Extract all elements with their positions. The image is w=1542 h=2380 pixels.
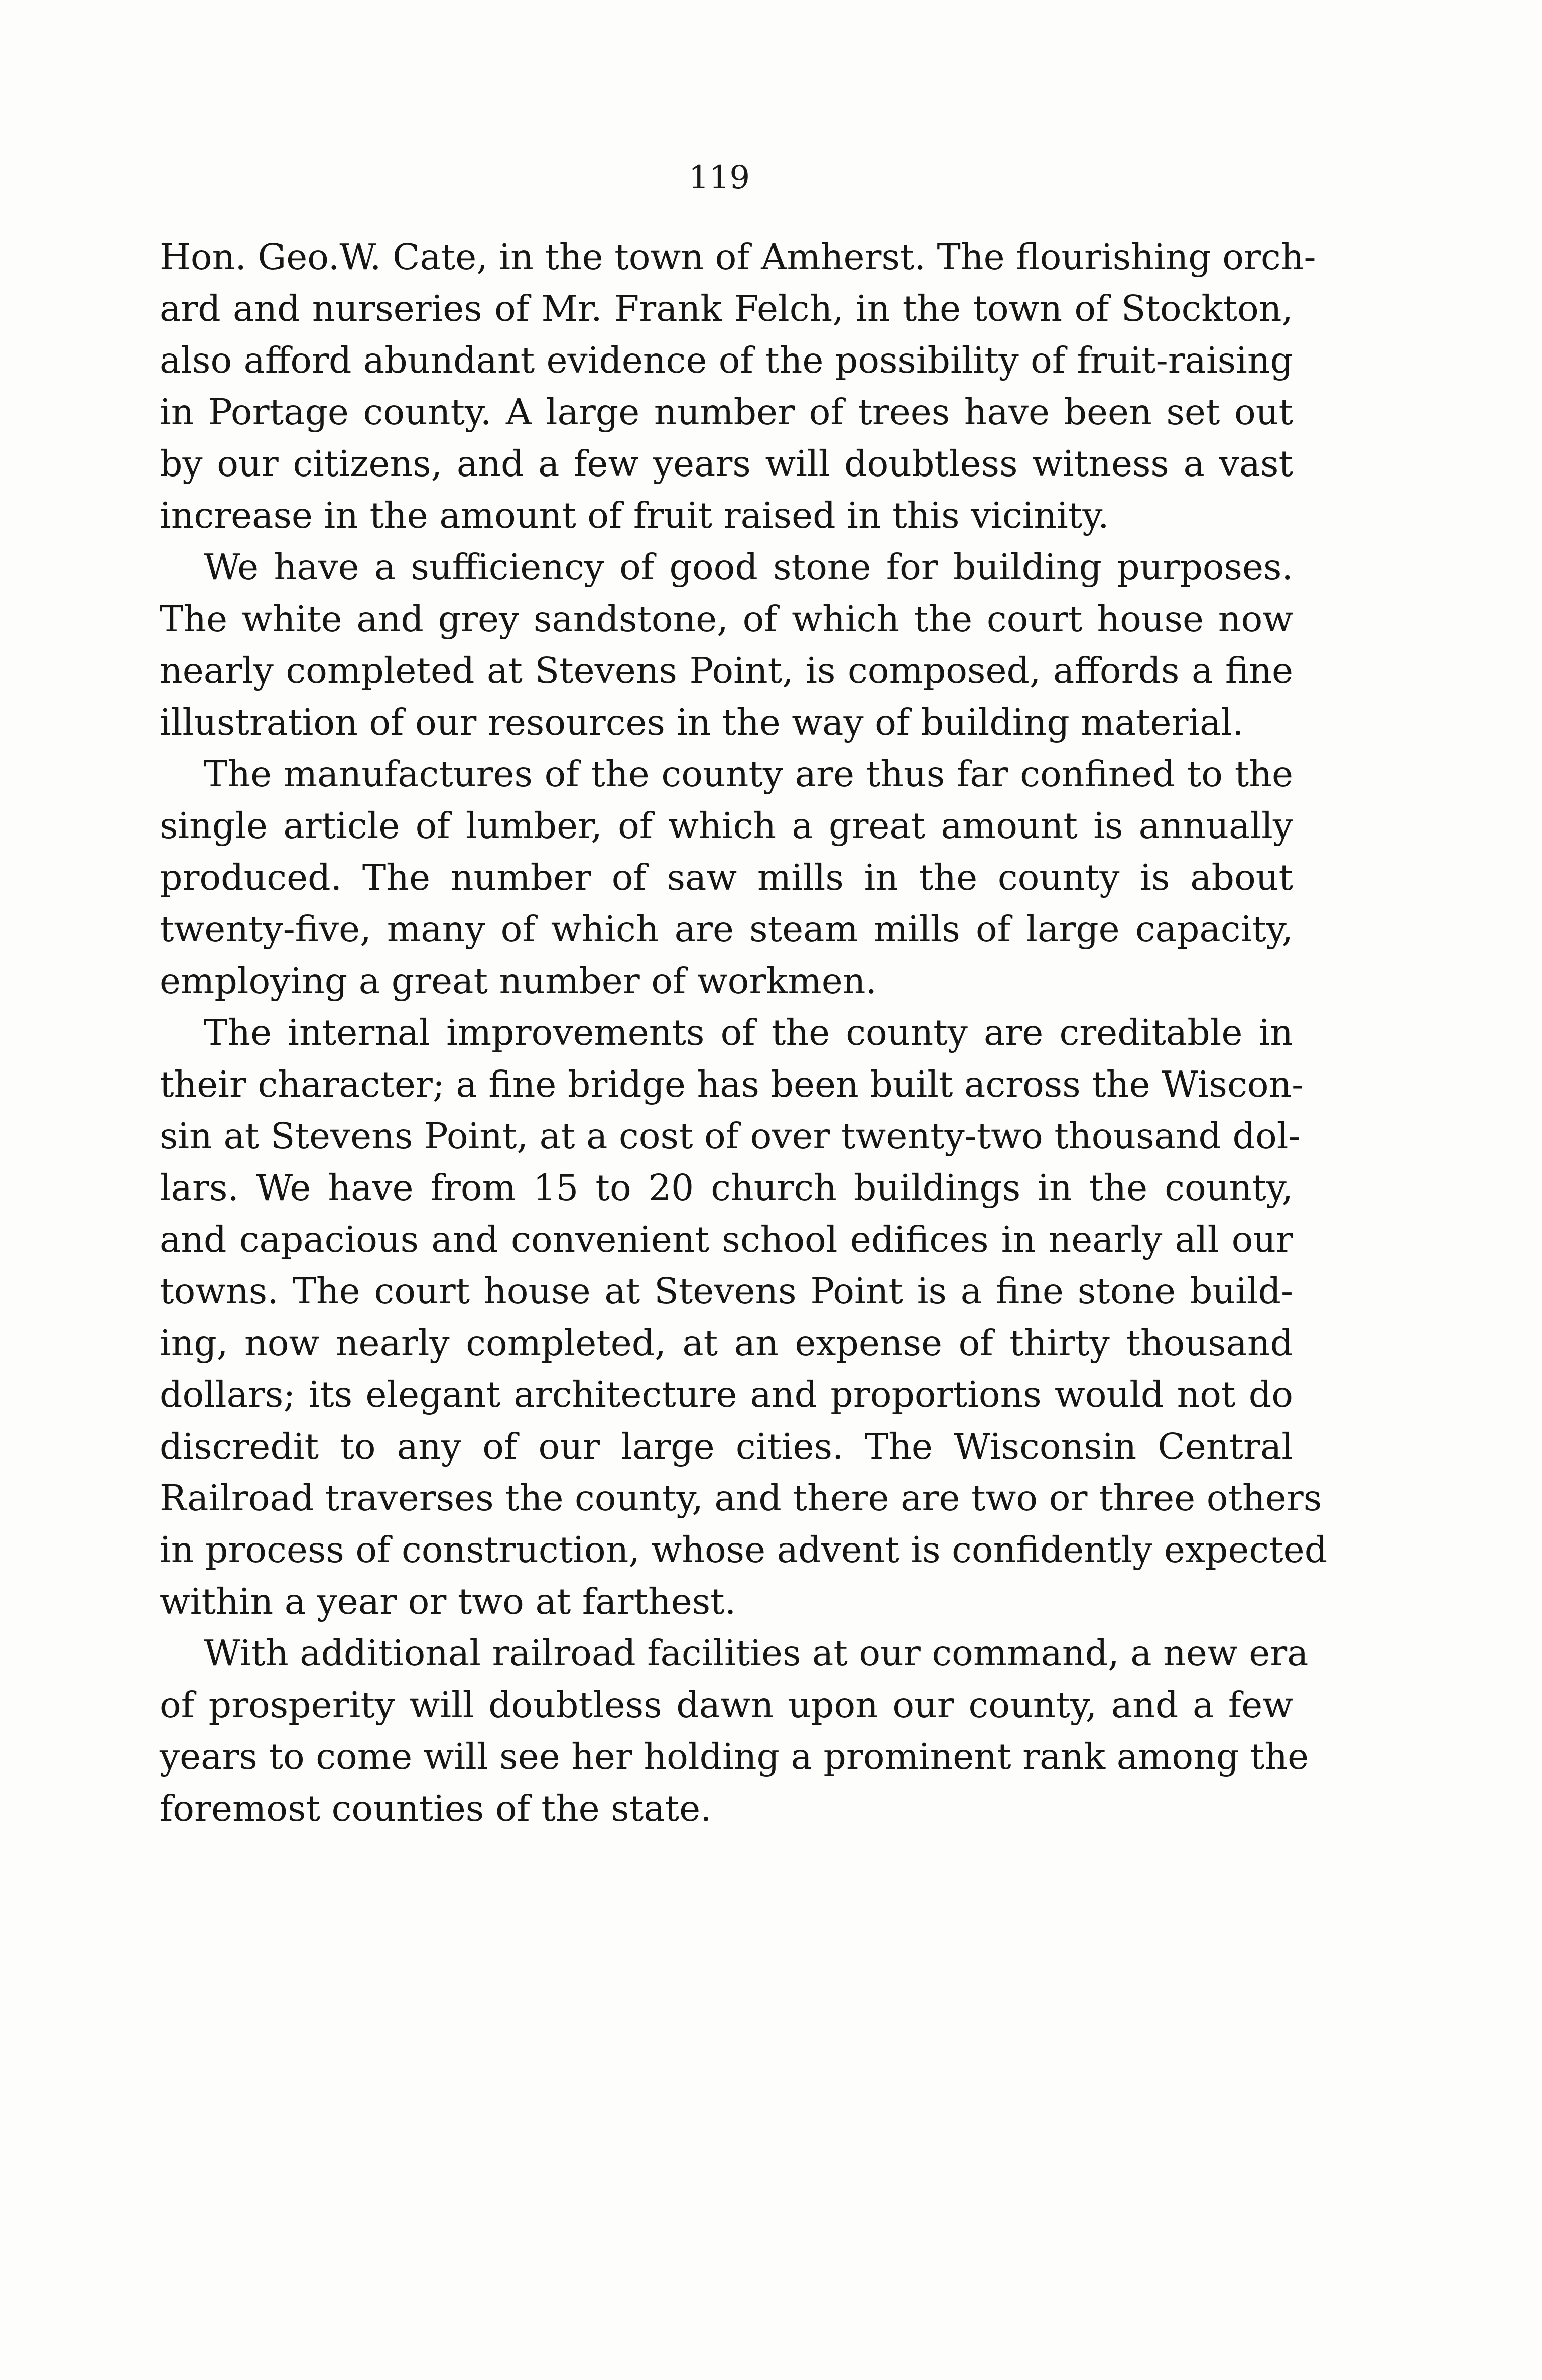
text-line: by our citizens, and a few years will doubtless witness a vast [160, 443, 1293, 485]
text-line: also afford abundant evidence of the possibility of fruit-raising [160, 339, 1293, 381]
paragraph-building-stone [160, 541, 1293, 748]
text-line: ard and nurseries of Mr. Frank Felch, in the town of Stockton, [160, 288, 1293, 329]
text-line: nearly completed at Stevens Point, is composed, affords a fine [160, 650, 1293, 691]
text-line: in process of construction, whose advent is confidently expected [160, 1529, 1328, 1571]
text-line: We have a sufficiency of good stone for building purposes. [204, 546, 1293, 588]
text-line: The internal improvements of the county are creditable in [204, 1012, 1293, 1053]
text-line: and capacious and convenient school edifices in nearly all our [160, 1219, 1293, 1260]
text-line: lars. We have from 15 to 20 church buildings in the county, [160, 1167, 1293, 1209]
text-line: years to come will see her holding a prominent rank among the [160, 1736, 1309, 1777]
text-line: towns. The court house at Stevens Point is a fine stone build- [160, 1270, 1293, 1312]
text-line: produced. The number of saw mills in the county is about [160, 857, 1293, 898]
text-line: twenty-five, many of which are steam mills of large capacity, [160, 908, 1293, 950]
text-line: Hon. Geo.W. Cate, in the town of Amherst. The flourishing orch- [160, 236, 1316, 278]
text-line: increase in the amount of fruit raised in this vicinity. [160, 495, 1109, 536]
text-line: Railroad traverses the county, and there are two or three others [160, 1477, 1322, 1519]
paragraph-manufactures [160, 748, 1293, 1007]
text-line: The white and grey sandstone, of which the court house now [160, 598, 1293, 640]
text-line: The manufactures of the county are thus far confined to the [204, 753, 1293, 795]
text-line: ing, now nearly completed, at an expense of thirty thousand [160, 1322, 1293, 1364]
paragraph-internal-improvements [160, 1007, 1328, 1627]
text-line: within a year or two at farthest. [160, 1581, 736, 1622]
text-line: sin at Stevens Point, at a cost of over twenty-two thousand dol- [160, 1115, 1301, 1157]
text-line: their character; a fine bridge has been built across the Wiscon- [160, 1063, 1304, 1105]
paragraph-fruit-raising [160, 231, 1316, 541]
text-line: dollars; its elegant architecture and proportions would not do [160, 1374, 1293, 1415]
text-line: foremost counties of the state. [160, 1788, 712, 1829]
text-line: illustration of our resources in the way of building material. [160, 701, 1244, 743]
text-line: of prosperity will doubtless dawn upon our county, and a few [160, 1684, 1293, 1726]
page-number: 119 [688, 159, 750, 196]
text-line: employing a great number of workmen. [160, 960, 877, 1002]
text-line: single article of lumber, of which a great amount is annually [160, 805, 1293, 847]
text-line: With additional railroad facilities at our command, a new era [204, 1632, 1309, 1674]
text-line: discredit to any of our large cities. The Wisconsin Central [160, 1425, 1293, 1467]
body-text [160, 231, 1328, 1834]
paragraph-railroad-prosperity [160, 1627, 1309, 1834]
text-line: in Portage county. A large number of trees have been set out [160, 391, 1293, 433]
